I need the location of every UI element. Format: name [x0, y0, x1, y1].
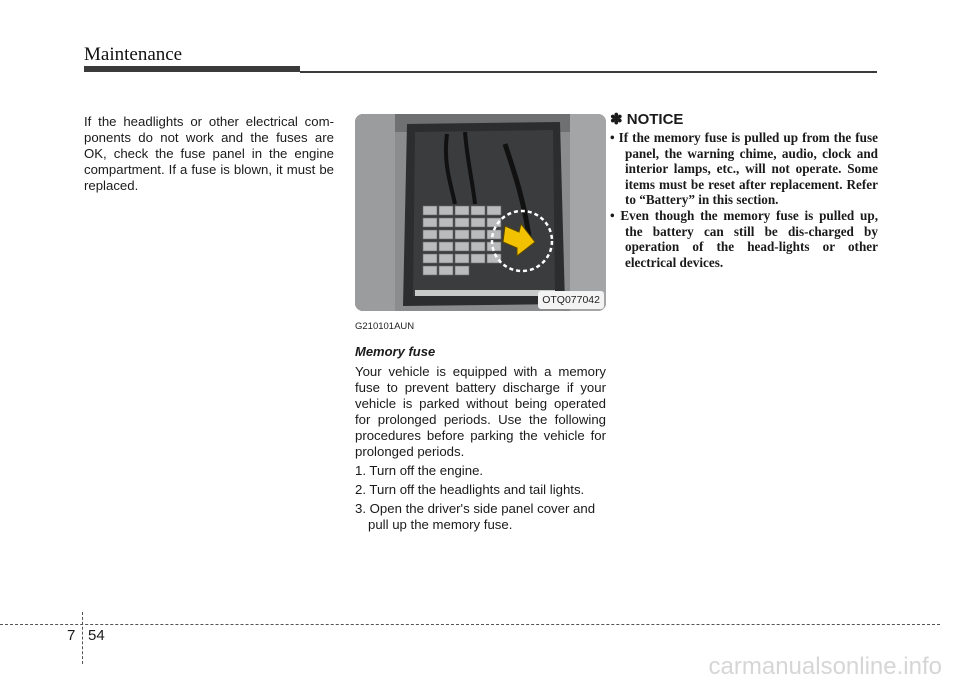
- section-code: G210101AUN: [355, 321, 415, 332]
- procedure-step: 3. Open the driver's side panel cover and pull up the memory fuse.: [355, 501, 596, 532]
- chapter-number: 7: [67, 627, 76, 644]
- notice-list: [610, 130, 878, 270]
- middle-column: [355, 114, 606, 536]
- procedure-step: 1. Turn off the engine.: [355, 463, 484, 478]
- procedure-step: 2. Turn off the headlights and tail lights.: [355, 482, 585, 497]
- memory-fuse-paragraph: Your vehicle is equipped with a memory fuse to prevent battery discharge if your vehicle is parked without being operated for prolonged periods. Use the following procedures before parking the vehicle for prolonged periods.: [355, 364, 606, 459]
- page-number: 54: [88, 627, 105, 644]
- intro-paragraph: If the headlights or other electrical com-ponents do not work and the fuses are OK, check the fuse panel in the engine compartment. If a fuse is blown, it must be replaced.: [84, 114, 334, 193]
- header-rule: [300, 71, 877, 73]
- watermark: carmanualsonline.info: [708, 653, 942, 680]
- fuse-panel-photo: [355, 114, 606, 311]
- procedure-steps: [355, 463, 606, 533]
- notice-item: • If the memory fuse is pulled up from the fuse panel, the warning chime, audio, clock and interior lamps, etc., will not operate. Some items must be reset after replacement. Refer to “Battery” in this section.: [610, 130, 878, 208]
- footer-rule: [0, 624, 940, 625]
- right-column: [610, 112, 878, 270]
- page-header-title: Maintenance: [84, 44, 183, 65]
- fuse-panel-illustration: [355, 114, 606, 311]
- section-subheading: Memory fuse: [355, 344, 436, 359]
- notice-title: ✽ NOTICE: [610, 111, 684, 128]
- footer-divider: [82, 612, 83, 664]
- photo-caption: OTQ077042: [538, 291, 604, 309]
- header-bar: [84, 66, 300, 72]
- notice-item: • Even though the memory fuse is pulled up, the battery can still be dis-charged by operation of the head-lights or other electrical devices.: [610, 207, 878, 270]
- left-column: [84, 114, 334, 194]
